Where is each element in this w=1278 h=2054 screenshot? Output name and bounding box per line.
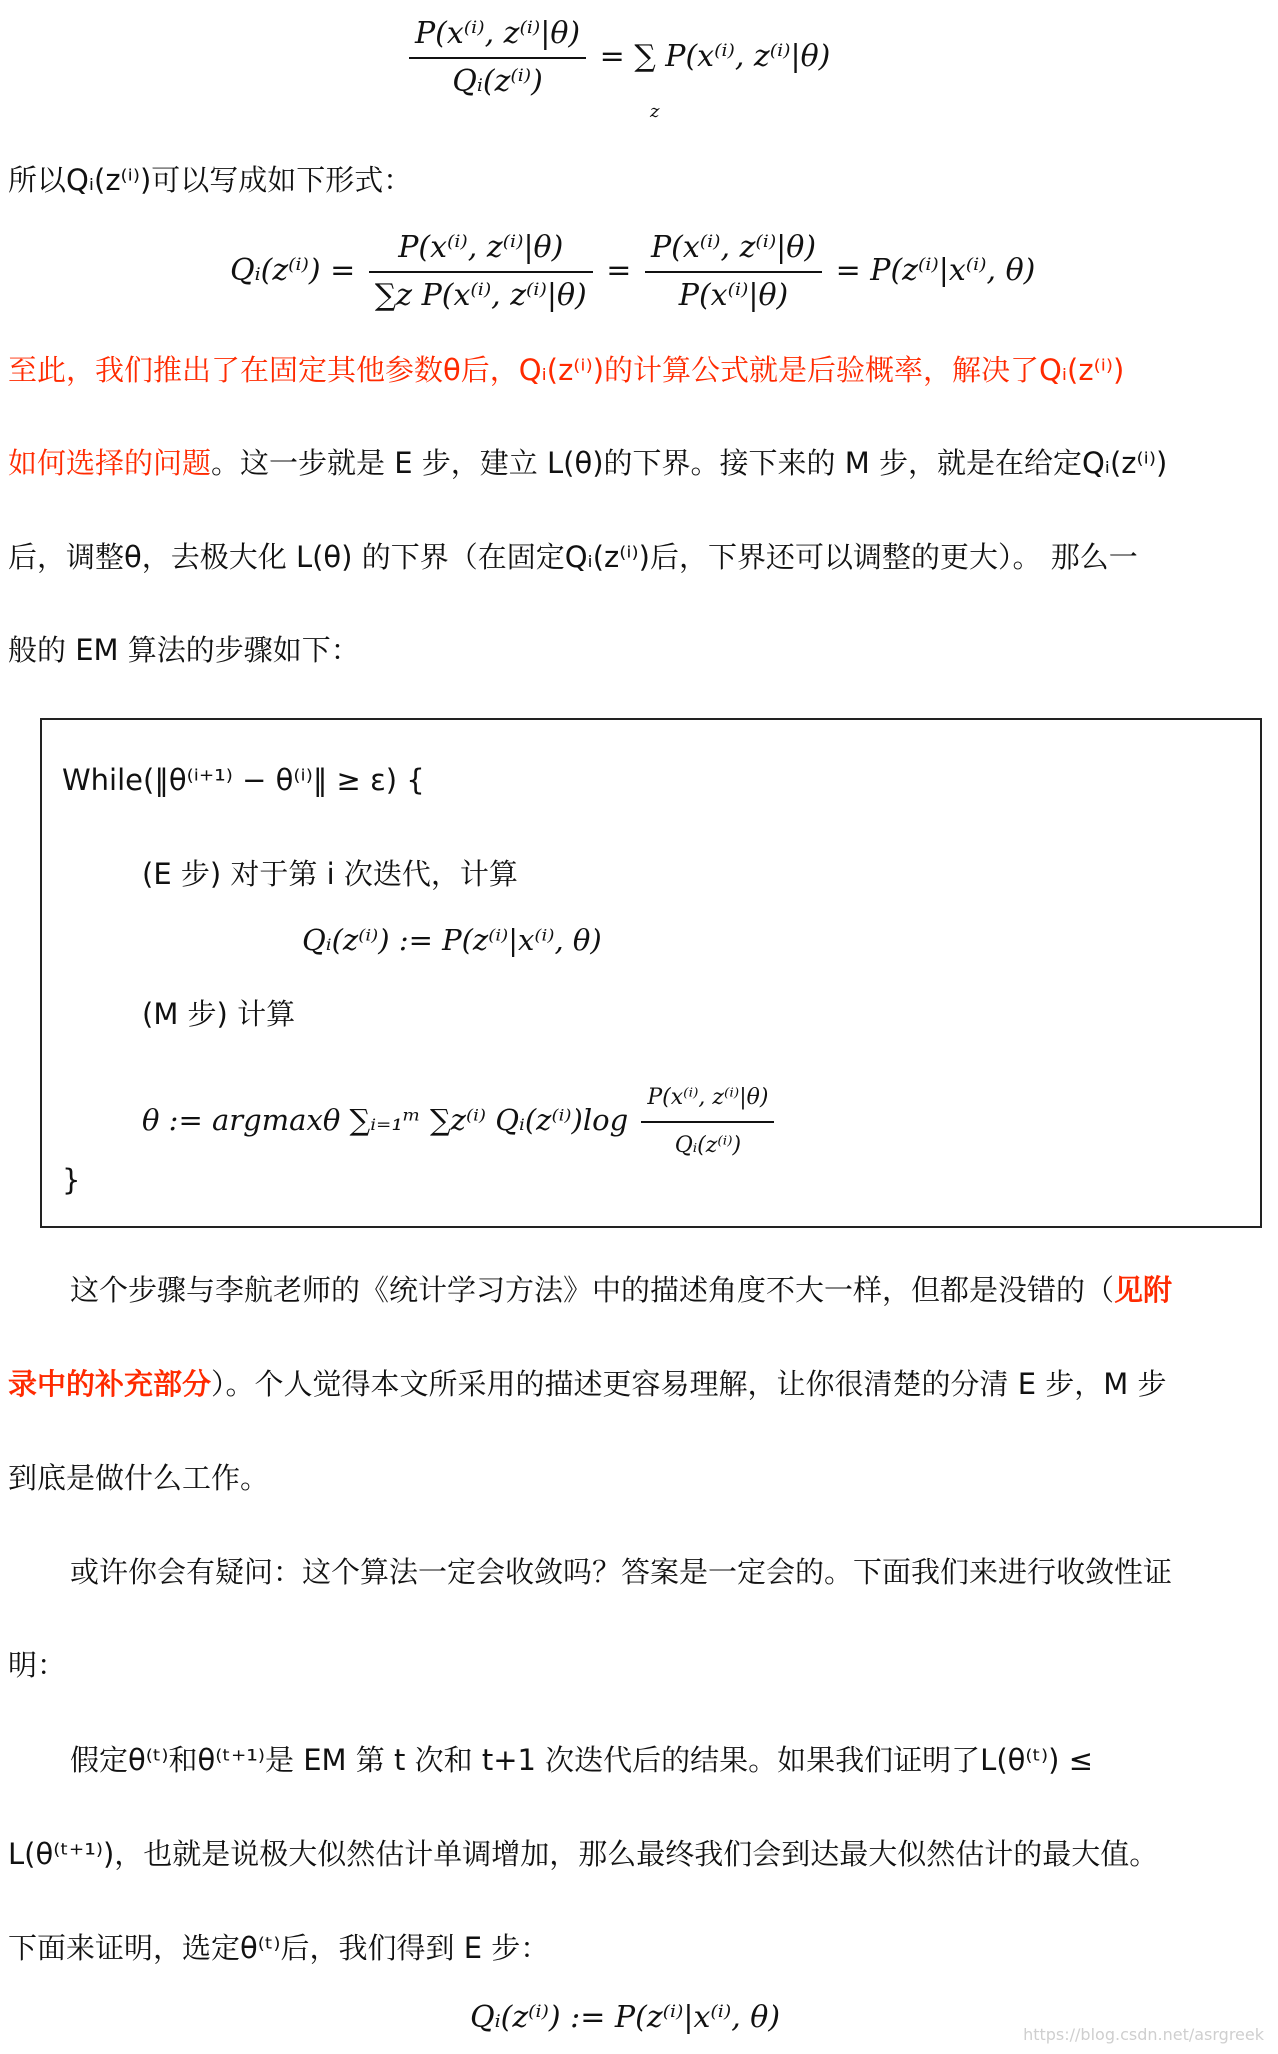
equation-lhs: Qᵢ(z⁽ⁱ⁾) = bbox=[230, 253, 356, 288]
e-step-label: (E 步) 对于第 i 次迭代，计算 bbox=[142, 857, 518, 891]
denominator: P(x⁽ⁱ⁾|θ) bbox=[678, 278, 789, 313]
highlight-text: 录中的补充部分 bbox=[8, 1367, 212, 1401]
denominator: Qᵢ(z⁽ⁱ⁾) bbox=[674, 1133, 742, 1158]
paragraph-4-line-1: 或许你会有疑问：这个算法一定会收敛吗？答案是一定会的。下面我们来进行收敛性证 bbox=[70, 1555, 1173, 1589]
equation-top bbox=[405, 14, 830, 102]
fraction-2 bbox=[645, 228, 822, 316]
paragraph-2-line-3: 后，调整θ，去极大化 L(θ) 的下界（在固定Qᵢ(z⁽ⁱ⁾)后，下界还可以调整的更大）。 那么一 bbox=[8, 540, 1138, 574]
m-step-formula bbox=[142, 1078, 778, 1166]
while-line: While(‖θ⁽ⁱ⁺¹⁾ − θ⁽ⁱ⁾‖ ≥ ε) { bbox=[62, 763, 425, 797]
numerator: P(x⁽ⁱ⁾, z⁽ⁱ⁾|θ) bbox=[409, 14, 586, 59]
watermark: https://blog.csdn.net/asrgreek bbox=[1023, 2025, 1264, 2044]
paragraph-5-line-2: L(θ⁽ᵗ⁺¹⁾)，也就是说极大似然估计单调增加，那么最终我们会到达最大似然估计的最大值。 bbox=[8, 1837, 1159, 1871]
body-text: 。这一步就是 E 步，建立 L(θ)的下界。接下来的 M 步，就是在给定Qᵢ(z⁽ⁱ⁾) bbox=[211, 446, 1168, 480]
equals-sign: = bbox=[606, 253, 632, 288]
denominator: ∑z P(x⁽ⁱ⁾, z⁽ⁱ⁾|θ) bbox=[374, 278, 587, 313]
paragraph-5-line-1: 假定θ⁽ᵗ⁾和θ⁽ᵗ⁺¹⁾是 EM 第 t 次和 t+1 次迭代后的结果。如果我们证明了L(θ⁽ᵗ⁾) ≤ bbox=[70, 1743, 1094, 1777]
fraction bbox=[409, 14, 586, 102]
highlight-text: 见附 bbox=[1114, 1273, 1173, 1307]
body-text: 这个步骤与李航老师的《统计学习方法》中的描述角度不大一样，但都是没错的（ bbox=[70, 1273, 1115, 1307]
closing-brace: } bbox=[62, 1163, 81, 1197]
paragraph-2-line-1: 至此，我们推出了在固定其他参数θ后，Qᵢ(z⁽ⁱ⁾)的计算公式就是后验概率，解决了Qᵢ(z⁽ⁱ⁾) bbox=[8, 353, 1125, 387]
m-step-lhs: θ := argmaxθ ∑ᵢ₌₁ᵐ ∑z⁽ⁱ⁾ Qᵢ(z⁽ⁱ⁾)log bbox=[142, 1103, 629, 1137]
paragraph-2-line-4: 般的 EM 算法的步骤如下： bbox=[8, 633, 360, 667]
m-step-fraction bbox=[641, 1078, 774, 1166]
sum-index: z bbox=[650, 101, 660, 122]
paragraph-2-line-2 bbox=[8, 443, 1266, 483]
paragraph-3-line-1 bbox=[70, 1270, 1266, 1310]
denominator: Qᵢ(z⁽ⁱ⁾) bbox=[452, 64, 543, 99]
m-step-label: (M 步) 计算 bbox=[142, 997, 296, 1031]
numerator: P(x⁽ⁱ⁾, z⁽ⁱ⁾|θ) bbox=[645, 228, 822, 273]
body-text: ）。个人觉得本文所采用的描述更容易理解，让你很清楚的分清 E 步，M 步 bbox=[211, 1367, 1167, 1401]
paragraph-3-line-3: 到底是做什么工作。 bbox=[8, 1461, 270, 1495]
equation-q-posterior bbox=[230, 228, 1035, 316]
algorithm-box bbox=[40, 718, 1262, 1228]
highlight-text: 如何选择的问题 bbox=[8, 446, 212, 480]
numerator: P(x⁽ⁱ⁾, z⁽ⁱ⁾|θ) bbox=[641, 1078, 774, 1123]
paragraph-3-line-2 bbox=[8, 1364, 1266, 1404]
numerator: P(x⁽ⁱ⁾, z⁽ⁱ⁾|θ) bbox=[369, 228, 593, 273]
paragraph-6: 下面来证明，选定θ⁽ᵗ⁾后，我们得到 E 步： bbox=[8, 1931, 550, 1965]
equation-bottom: Qᵢ(z⁽ⁱ⁾) := P(z⁽ⁱ⁾|x⁽ⁱ⁾, θ) bbox=[470, 2000, 781, 2035]
paragraph-4-line-2: 明： bbox=[8, 1648, 67, 1682]
paragraph-1: 所以Qᵢ(z⁽ⁱ⁾)可以写成如下形式： bbox=[8, 163, 413, 197]
equation-rhs: = P(z⁽ⁱ⁾|x⁽ⁱ⁾, θ) bbox=[835, 253, 1036, 288]
e-step-formula: Qᵢ(z⁽ⁱ⁾) := P(z⁽ⁱ⁾|x⁽ⁱ⁾, θ) bbox=[302, 923, 602, 957]
fraction-1 bbox=[369, 228, 593, 316]
equation-rhs: = ∑ P(x⁽ⁱ⁾, z⁽ⁱ⁾|θ) bbox=[599, 39, 831, 74]
